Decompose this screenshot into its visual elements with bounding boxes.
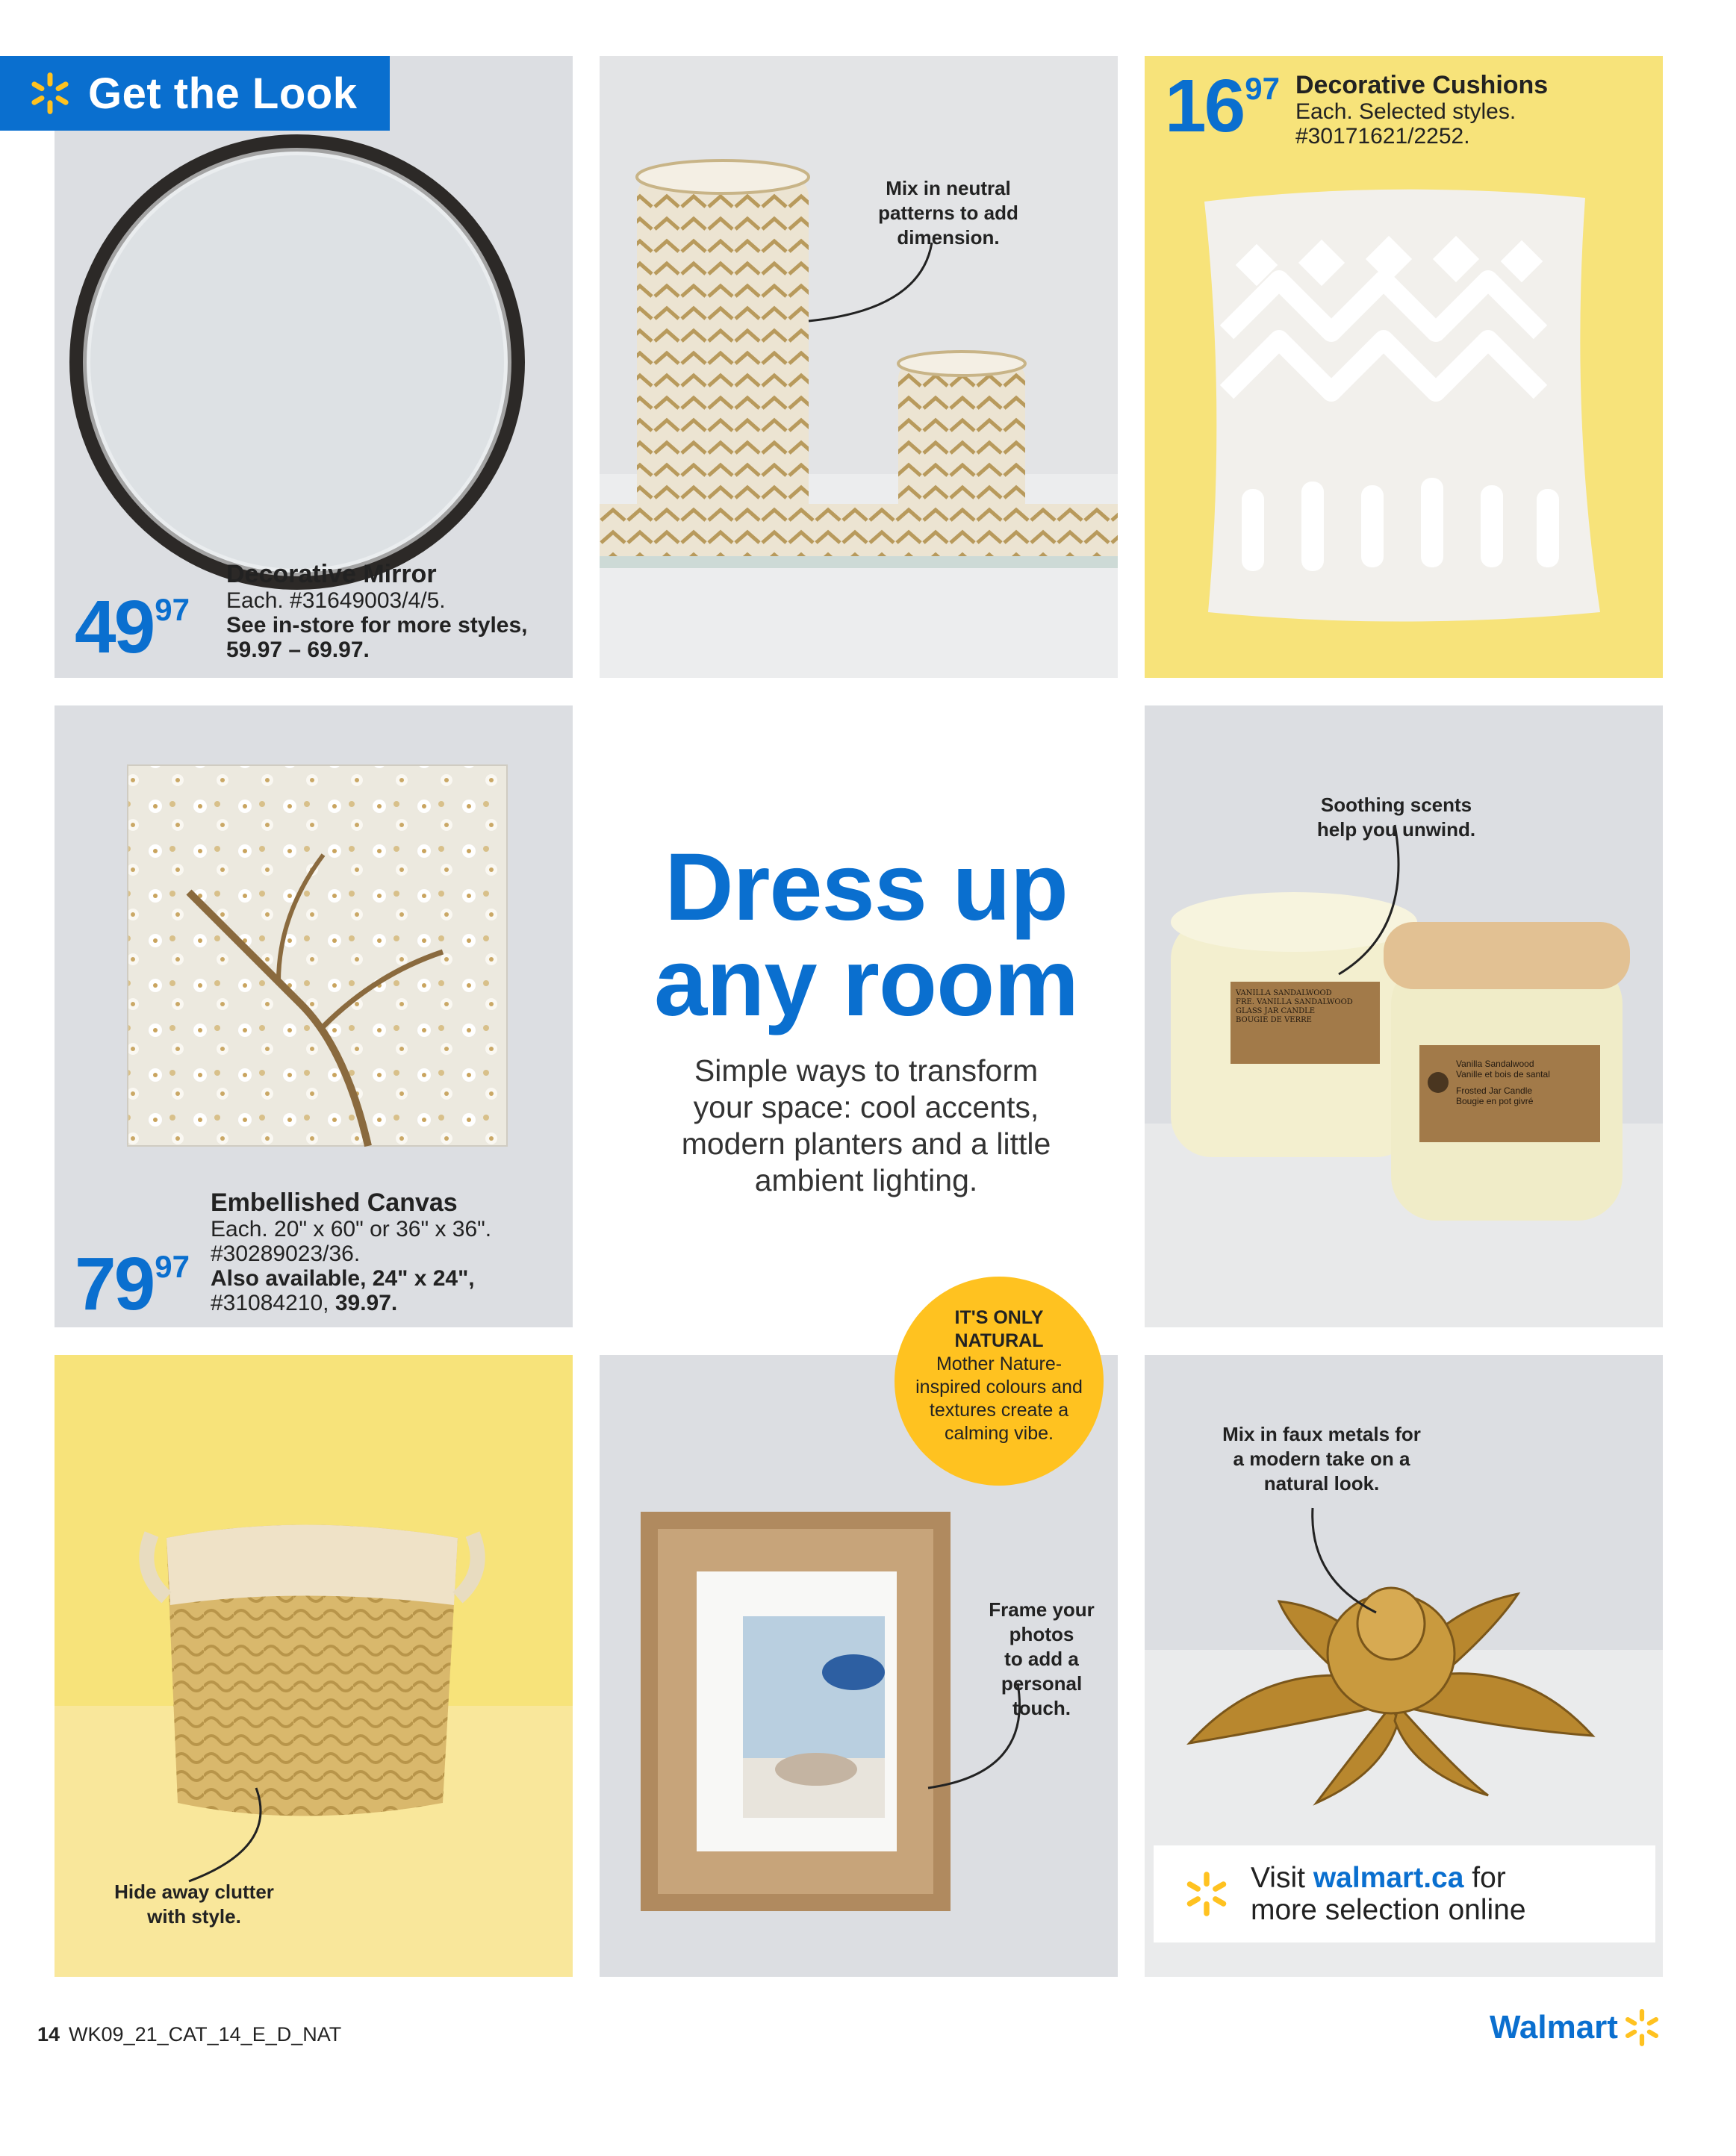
product-detail: Each. Selected styles. xyxy=(1295,99,1516,124)
canvas-price xyxy=(75,1242,190,1326)
label-line: FRE. VANILLA SANDALWOOD xyxy=(1236,998,1353,1006)
visit-text xyxy=(1251,1862,1526,1926)
product-name: Decorative Mirror xyxy=(226,560,437,588)
callout-line: with style. xyxy=(147,1905,241,1928)
label-line: Vanilla Sandalwood xyxy=(1456,1059,1534,1069)
callout-line: Mix in neutral xyxy=(886,177,1011,199)
badge-line: textures create a xyxy=(929,1400,1069,1421)
visit-post: for xyxy=(1463,1862,1506,1894)
callout-line: to add a xyxy=(1004,1648,1079,1670)
product-detail-bold: Also available, 24" x 24", xyxy=(211,1266,475,1291)
callout-line: Soothing scents xyxy=(1320,794,1472,816)
product-name: Embellished Canvas xyxy=(211,1188,458,1217)
frame-callout xyxy=(971,1598,1113,1721)
natural-badge xyxy=(895,1277,1104,1486)
callout-line: photos xyxy=(1009,1623,1074,1645)
label-line: VANILLA SANDALWOOD xyxy=(1236,989,1332,997)
visit-online-box[interactable] xyxy=(1154,1845,1655,1942)
headline-line: Dress up xyxy=(665,834,1068,941)
page-number: 14 xyxy=(37,2023,60,2046)
product-detail: Each. 20" x 60" or 36" x 36". xyxy=(211,1217,492,1241)
callout-line: a modern take on a xyxy=(1233,1448,1410,1470)
visit-line-1 xyxy=(1251,1862,1526,1894)
cushions-description xyxy=(1295,71,1548,149)
vases-callout xyxy=(836,176,1060,250)
product-detail xyxy=(211,1291,491,1315)
headline-line: any room xyxy=(653,929,1079,1036)
walmart-spark-icon xyxy=(1623,2008,1661,2047)
subhead-line: ambient lighting. xyxy=(754,1163,978,1197)
vases-tile xyxy=(600,56,1118,678)
cushions-price xyxy=(1165,64,1280,148)
badge-title: IT'S ONLY xyxy=(954,1307,1044,1328)
callout-line: Mix in faux metals for xyxy=(1222,1423,1421,1445)
subheadline xyxy=(620,1053,1113,1199)
mirror-description xyxy=(226,560,527,662)
visit-pre: Visit xyxy=(1251,1862,1313,1894)
product-detail: #30289023/36. xyxy=(211,1241,361,1266)
vases-image xyxy=(600,56,1118,678)
callout-line: dimension. xyxy=(897,226,1000,249)
callout-line: personal xyxy=(1001,1672,1083,1695)
visit-line-2: more selection online xyxy=(1251,1894,1526,1926)
cushion-image xyxy=(1145,56,1663,678)
get-the-look-tag xyxy=(0,56,390,131)
subhead-line: modern planters and a little xyxy=(681,1127,1051,1161)
badge-title: NATURAL xyxy=(954,1330,1044,1351)
price-cents: 97 xyxy=(155,1249,190,1284)
canvas-description xyxy=(211,1188,491,1315)
logo-text: Walmart xyxy=(1490,2009,1618,2046)
price-dollars: 16 xyxy=(1165,64,1244,148)
page-footer xyxy=(37,2023,341,2046)
candle-label-right xyxy=(1456,1059,1590,1106)
callout-line: touch. xyxy=(1012,1697,1071,1719)
mirror-price xyxy=(75,585,190,669)
product-detail-bold: 59.97 – 69.97. xyxy=(226,638,370,662)
cushions-tile xyxy=(1145,56,1663,678)
label-line: Frosted Jar Candle xyxy=(1456,1085,1533,1096)
badge-line: calming vibe. xyxy=(945,1423,1054,1444)
candles-callout xyxy=(1277,793,1516,842)
label-line: GLASS JAR CANDLE xyxy=(1236,1007,1316,1015)
price-dollars: 79 xyxy=(75,1242,154,1326)
flower-callout xyxy=(1202,1422,1441,1496)
badge-line: inspired colours and xyxy=(915,1377,1083,1398)
badge-line: Mother Nature- xyxy=(936,1353,1063,1374)
label-line: BOUGIE DE VERRE xyxy=(1236,1016,1312,1024)
price-cents: 97 xyxy=(155,592,190,627)
product-detail-text: #31084210, xyxy=(211,1291,335,1315)
walmart-logo xyxy=(1490,2008,1661,2047)
tag-label: Get the Look xyxy=(88,69,358,118)
subhead-line: your space: cool accents, xyxy=(693,1090,1039,1124)
callout-line: help you unwind. xyxy=(1316,818,1476,841)
walmart-spark-icon xyxy=(1183,1871,1230,1917)
walmart-spark-icon xyxy=(28,72,72,115)
subhead-line: Simple ways to transform xyxy=(694,1053,1039,1088)
label-line: Bougie en pot givré xyxy=(1456,1096,1534,1106)
walmart-link[interactable]: walmart.ca xyxy=(1313,1862,1464,1894)
product-detail: Each. #31649003/4/5. xyxy=(226,588,446,613)
callout-line: Frame your xyxy=(989,1598,1095,1621)
callout-line: natural look. xyxy=(1263,1472,1380,1495)
candle-label-left xyxy=(1236,989,1378,1025)
basket-callout xyxy=(90,1880,299,1929)
product-detail-bold: See in-store for more styles, xyxy=(226,613,528,638)
label-line: Vanille et bois de santal xyxy=(1456,1069,1550,1079)
headline xyxy=(605,834,1127,1036)
product-name: Decorative Cushions xyxy=(1295,71,1549,99)
product-detail-price: 39.97. xyxy=(335,1291,398,1315)
catalog-code: WK09_21_CAT_14_E_D_NAT xyxy=(69,2023,342,2046)
price-cents: 97 xyxy=(1245,71,1280,106)
callout-line: patterns to add xyxy=(878,202,1018,224)
product-detail: #30171621/2252. xyxy=(1295,124,1470,149)
callout-line: Hide away clutter xyxy=(114,1881,274,1903)
price-dollars: 49 xyxy=(75,585,154,669)
